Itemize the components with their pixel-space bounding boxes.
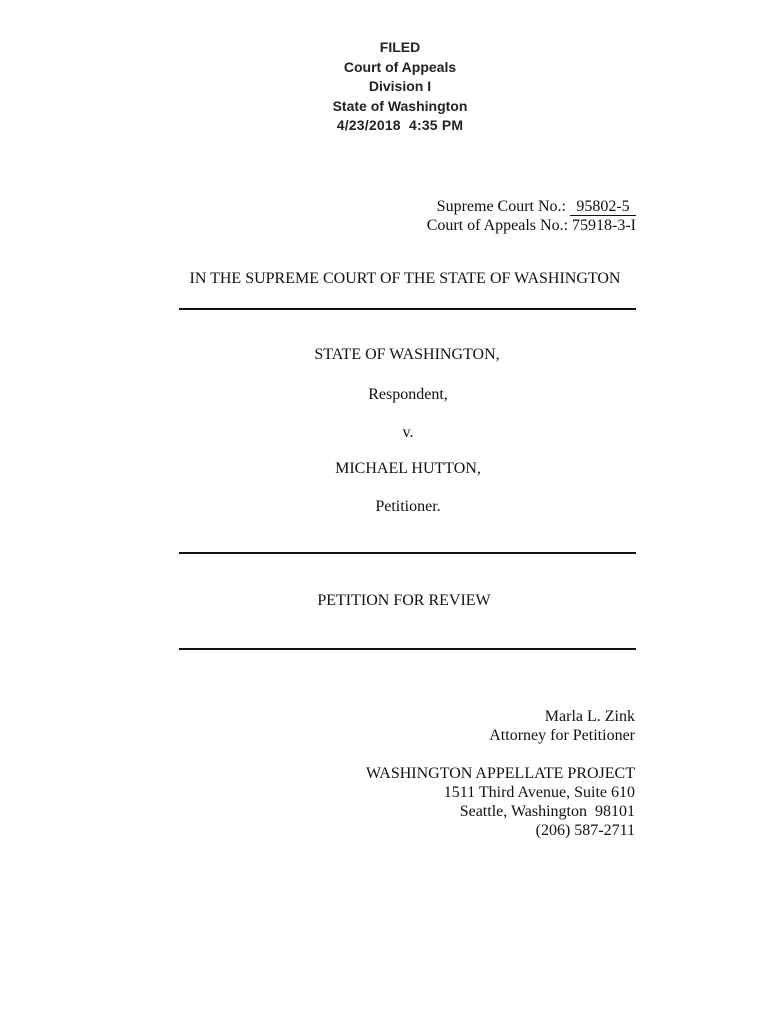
organization-address-line1: 1511 Third Avenue, Suite 610 xyxy=(443,784,635,801)
court-heading xyxy=(0,270,770,288)
attorney-role: Attorney for Petitioner xyxy=(489,727,635,744)
caption-plaintiff: STATE OF WASHINGTON, xyxy=(314,346,500,363)
caption-plaintiff-role: Respondent, xyxy=(368,386,448,403)
caption-versus: v. xyxy=(402,424,414,441)
stamp-datetime: 4/23/2018 4:35 PM xyxy=(336,117,464,133)
filing-stamp xyxy=(300,38,500,136)
document-title: PETITION FOR REVIEW xyxy=(317,592,491,609)
caption-defendant: MICHAEL HUTTON, xyxy=(335,460,481,477)
organization-phone: (206) 587-2711 xyxy=(535,822,635,839)
divider-bottom xyxy=(179,648,636,650)
divider-top xyxy=(179,308,636,310)
stamp-court: Court of Appeals xyxy=(343,58,457,75)
attorney-block xyxy=(489,707,635,745)
court-of-appeals-number-value: 75918-3-I xyxy=(572,217,636,234)
stamp-state: State of Washington xyxy=(332,97,468,114)
supreme-court-number-label: Supreme Court No.: xyxy=(436,198,566,215)
divider-middle xyxy=(179,552,636,554)
supreme-court-number-value: 95802-5 xyxy=(570,199,636,216)
case-numbers xyxy=(427,197,636,235)
court-heading-text: IN THE SUPREME COURT OF THE STATE OF WASHINGTON xyxy=(189,270,621,287)
attorney-name: Marla L. Zink xyxy=(544,708,635,725)
organization-address-line2: Seattle, Washington 98101 xyxy=(459,803,635,820)
stamp-division: Division I xyxy=(368,78,432,94)
supreme-court-number xyxy=(427,197,636,216)
caption-defendant-role: Petitioner. xyxy=(375,498,441,515)
court-of-appeals-number-label: Court of Appeals No.: xyxy=(426,217,569,234)
court-of-appeals-number xyxy=(427,216,636,235)
stamp-status: FILED xyxy=(379,39,421,55)
organization-name: WASHINGTON APPELLATE PROJECT xyxy=(365,765,635,782)
organization-block xyxy=(366,764,635,840)
